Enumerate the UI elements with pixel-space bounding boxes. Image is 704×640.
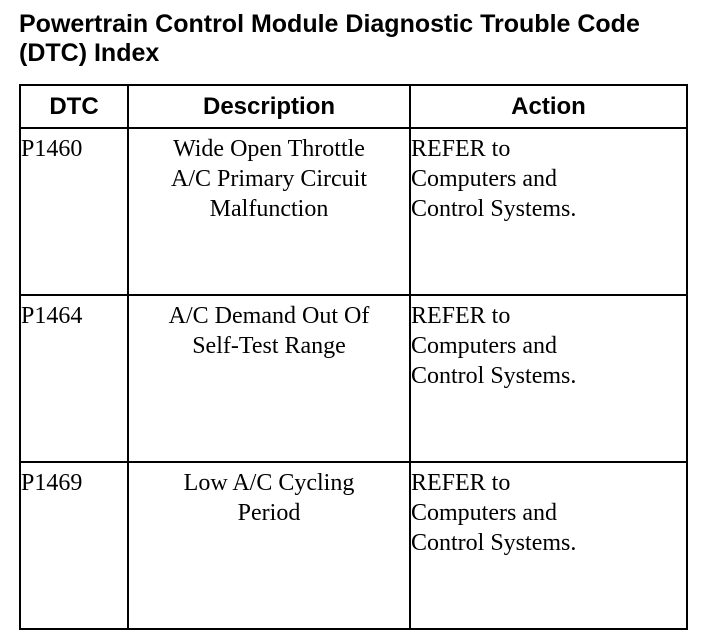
dtc-action <box>410 462 687 629</box>
table-header-row <box>20 85 687 128</box>
description-line: Low A/C Cycling <box>183 470 355 496</box>
table-row <box>20 295 687 462</box>
action-line: Control Systems. <box>411 363 577 389</box>
header-dtc: DTC <box>20 85 128 128</box>
description-line: Period <box>237 500 301 526</box>
action-line: REFER to <box>411 470 511 496</box>
dtc-description <box>128 128 410 295</box>
dtc-action <box>410 128 687 295</box>
header-action: Action <box>410 85 687 128</box>
dtc-action <box>410 295 687 462</box>
table-row <box>20 128 687 295</box>
action-line: Control Systems. <box>411 196 577 222</box>
dtc-code: P1460 <box>20 128 128 295</box>
header-description: Description <box>128 85 410 128</box>
action-line: REFER to <box>411 303 511 329</box>
action-line: REFER to <box>411 136 511 162</box>
description-line: Malfunction <box>209 196 329 222</box>
action-line: Control Systems. <box>411 530 577 556</box>
action-line: Computers and <box>411 500 557 526</box>
description-line: Self-Test Range <box>192 333 346 359</box>
action-line: Computers and <box>411 333 557 359</box>
description-line: A/C Primary Circuit <box>171 166 367 192</box>
dtc-description <box>128 462 410 629</box>
description-line: Wide Open Throttle <box>173 136 365 162</box>
dtc-index-table <box>19 84 688 630</box>
table-row <box>20 462 687 629</box>
page-title: Powertrain Control Module Diagnostic Trouble Code (DTC) Index <box>19 10 640 67</box>
action-line: Computers and <box>411 166 557 192</box>
dtc-code: P1469 <box>20 462 128 629</box>
dtc-description <box>128 295 410 462</box>
description-line: A/C Demand Out Of <box>168 303 370 329</box>
dtc-code: P1464 <box>20 295 128 462</box>
